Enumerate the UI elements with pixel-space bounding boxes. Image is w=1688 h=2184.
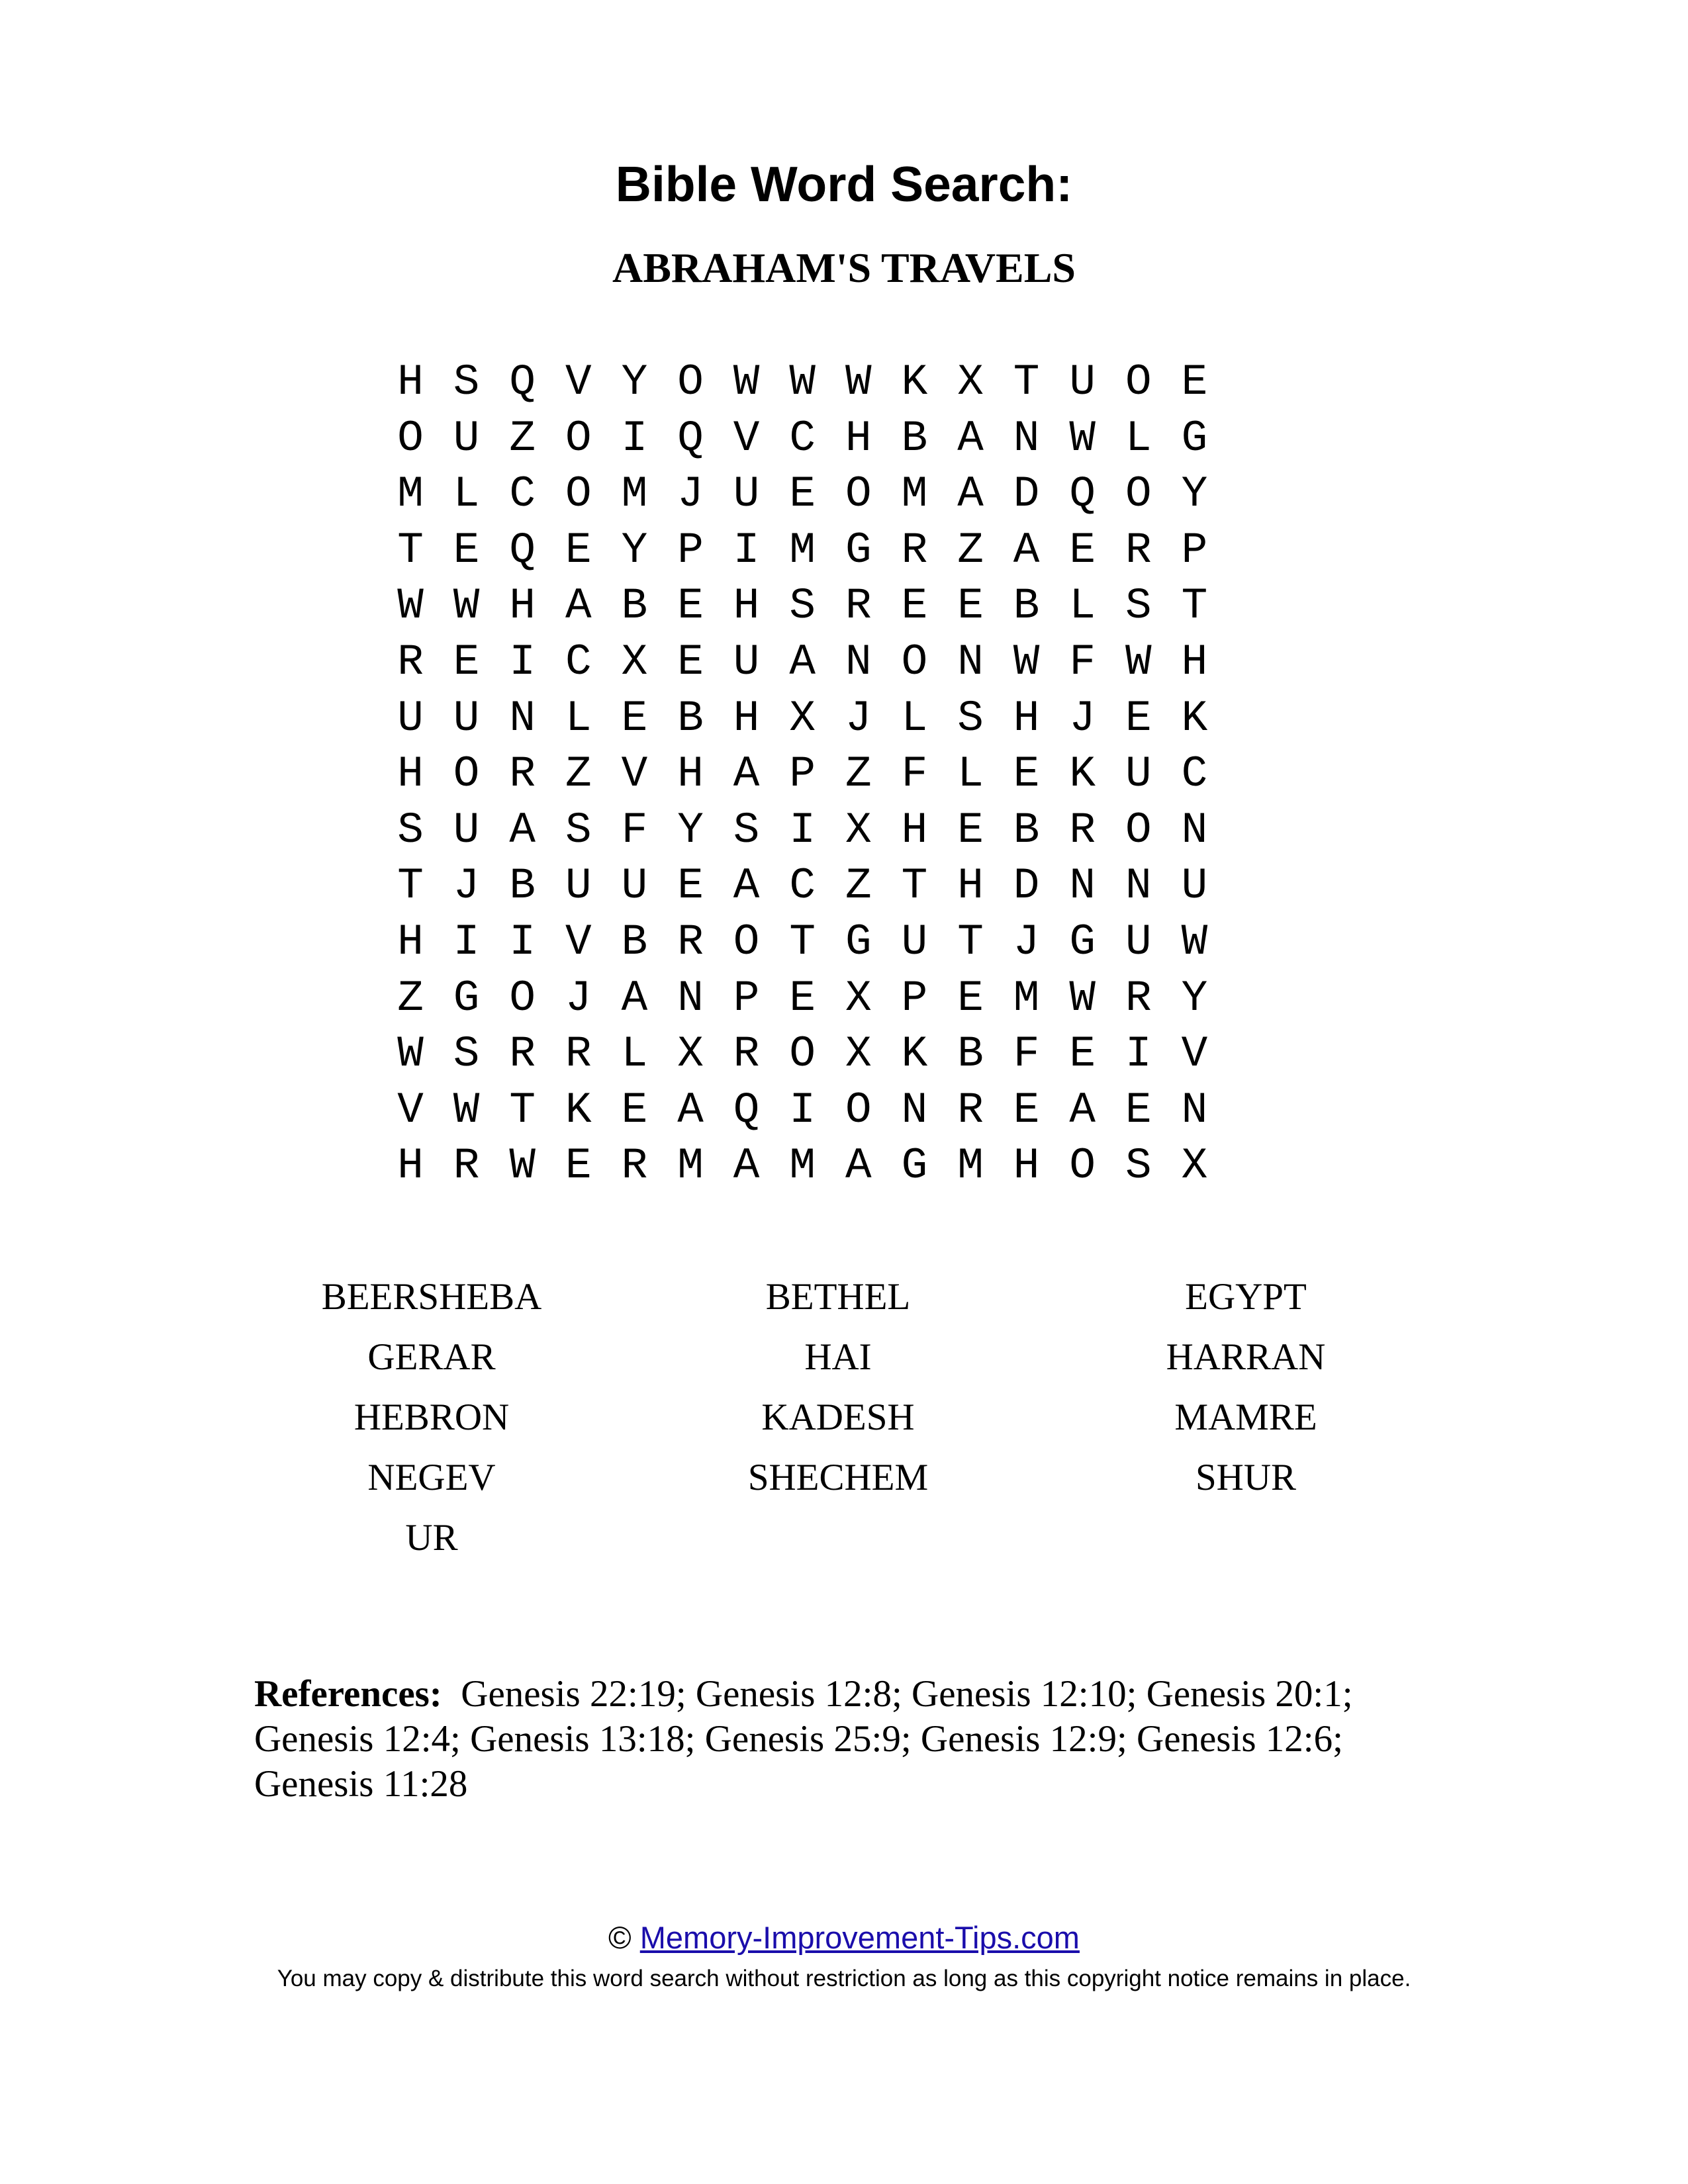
grid-letter: S bbox=[1125, 581, 1152, 631]
grid-letter: T bbox=[1013, 357, 1040, 407]
grid-letter: T bbox=[509, 1085, 536, 1135]
grid-letter: E bbox=[957, 805, 984, 855]
grid-letter: C bbox=[1181, 749, 1208, 799]
grid-letter: V bbox=[397, 1085, 424, 1135]
grid-letter: E bbox=[453, 525, 480, 575]
grid-letter: O bbox=[565, 469, 592, 520]
grid-letter: I bbox=[621, 413, 648, 463]
grid-letter: K bbox=[901, 357, 928, 407]
grid-letter: J bbox=[1013, 917, 1040, 967]
grid-letter: X bbox=[845, 1029, 872, 1079]
grid-letter: E bbox=[565, 525, 592, 575]
grid-letter: S bbox=[957, 693, 984, 743]
grid-letter: A bbox=[733, 1141, 760, 1191]
grid-letter: A bbox=[565, 581, 592, 631]
grid-letter: T bbox=[789, 917, 816, 967]
grid-letter: E bbox=[1125, 693, 1152, 743]
grid-letter: K bbox=[1181, 693, 1208, 743]
grid-letter: E bbox=[1125, 1085, 1152, 1135]
grid-letter: R bbox=[453, 1141, 480, 1191]
grid-letter: H bbox=[845, 413, 872, 463]
grid-letter: J bbox=[453, 861, 480, 911]
copyright-symbol: © bbox=[608, 1920, 632, 1955]
grid-letter: M bbox=[789, 1141, 816, 1191]
grid-letter: C bbox=[565, 637, 592, 687]
grid-letter: M bbox=[957, 1141, 984, 1191]
grid-letter: U bbox=[1125, 749, 1152, 799]
grid-letter: L bbox=[453, 469, 480, 520]
grid-letter: B bbox=[957, 1029, 984, 1079]
grid-letter: U bbox=[453, 693, 480, 743]
grid-letter: E bbox=[901, 581, 928, 631]
grid-letter: X bbox=[957, 357, 984, 407]
grid-letter: M bbox=[1013, 973, 1040, 1023]
grid-letter: G bbox=[845, 525, 872, 575]
grid-letter: L bbox=[957, 749, 984, 799]
grid-letter: W bbox=[1013, 637, 1040, 687]
grid-letter: I bbox=[733, 525, 760, 575]
grid-letter: K bbox=[1069, 749, 1096, 799]
grid-letter: V bbox=[1181, 1029, 1208, 1079]
copyright-notice: You may copy & distribute this word search without restriction as long as this copyright notice remains in place. bbox=[277, 1966, 1411, 1991]
grid-letter: U bbox=[1125, 917, 1152, 967]
grid-letter: N bbox=[677, 973, 704, 1023]
grid-letter: H bbox=[677, 749, 704, 799]
grid-letter: E bbox=[677, 581, 704, 631]
grid-letter: G bbox=[1069, 917, 1096, 967]
grid-letter: Z bbox=[845, 861, 872, 911]
grid-letter: N bbox=[1181, 1085, 1208, 1135]
grid-letter: I bbox=[509, 637, 536, 687]
grid-letter: N bbox=[1013, 413, 1040, 463]
grid-letter: B bbox=[1013, 805, 1040, 855]
references bbox=[254, 1672, 1459, 1807]
grid-letter: H bbox=[957, 861, 984, 911]
grid-letter: J bbox=[1069, 693, 1096, 743]
grid-letter: H bbox=[397, 749, 424, 799]
grid-letter: F bbox=[1013, 1029, 1040, 1079]
grid-letter: V bbox=[733, 413, 760, 463]
grid-letter: E bbox=[789, 973, 816, 1023]
grid-letter: S bbox=[565, 805, 592, 855]
grid-letter: I bbox=[789, 805, 816, 855]
grid-letter: R bbox=[957, 1085, 984, 1135]
grid-letter: B bbox=[1013, 581, 1040, 631]
grid-letter: L bbox=[1069, 581, 1096, 631]
grid-letter: E bbox=[1069, 525, 1096, 575]
grid-letter: A bbox=[621, 973, 648, 1023]
grid-letter: Y bbox=[621, 357, 648, 407]
grid-letter: S bbox=[733, 805, 760, 855]
word-list-item: SHECHEM bbox=[747, 1457, 929, 1498]
grid-letter: W bbox=[397, 1029, 424, 1079]
grid-letter: O bbox=[789, 1029, 816, 1079]
grid-letter: H bbox=[733, 581, 760, 631]
grid-letter: H bbox=[397, 357, 424, 407]
grid-letter: N bbox=[509, 693, 536, 743]
grid-letter: G bbox=[453, 973, 480, 1023]
grid-letter: J bbox=[845, 693, 872, 743]
grid-letter: H bbox=[901, 805, 928, 855]
grid-letter: E bbox=[621, 693, 648, 743]
grid-letter: U bbox=[453, 413, 480, 463]
grid-letter: W bbox=[509, 1141, 536, 1191]
grid-letter: S bbox=[453, 1029, 480, 1079]
grid-letter: W bbox=[1125, 637, 1152, 687]
grid-letter: C bbox=[789, 413, 816, 463]
grid-letter: G bbox=[1181, 413, 1208, 463]
grid-letter: A bbox=[677, 1085, 704, 1135]
grid-letter: X bbox=[845, 973, 872, 1023]
grid-letter: E bbox=[957, 581, 984, 631]
grid-letter: Q bbox=[509, 525, 536, 575]
grid-letter: T bbox=[1181, 581, 1208, 631]
grid-letter: P bbox=[901, 973, 928, 1023]
grid-letter: I bbox=[453, 917, 480, 967]
grid-letter: Q bbox=[677, 413, 704, 463]
grid-letter: N bbox=[957, 637, 984, 687]
grid-letter: Z bbox=[845, 749, 872, 799]
grid-letter: O bbox=[1125, 469, 1152, 520]
grid-letter: D bbox=[1013, 469, 1040, 520]
grid-letter: O bbox=[733, 917, 760, 967]
grid-letter: V bbox=[565, 917, 592, 967]
grid-letter: R bbox=[565, 1029, 592, 1079]
grid-letter: Q bbox=[509, 357, 536, 407]
grid-letter: R bbox=[397, 637, 424, 687]
grid-letter: U bbox=[1069, 357, 1096, 407]
grid-letter: L bbox=[901, 693, 928, 743]
grid-letter: N bbox=[845, 637, 872, 687]
grid-letter: E bbox=[565, 1141, 592, 1191]
grid-letter: U bbox=[733, 637, 760, 687]
grid-letter: E bbox=[677, 637, 704, 687]
page-title: Bible Word Search: bbox=[615, 156, 1073, 212]
grid-letter: U bbox=[453, 805, 480, 855]
word-list-item: HARRAN bbox=[1166, 1336, 1326, 1378]
grid-letter: R bbox=[901, 525, 928, 575]
grid-letter: Y bbox=[1181, 469, 1208, 520]
word-list bbox=[0, 1271, 1688, 1575]
word-list-item: GERAR bbox=[367, 1336, 496, 1378]
grid-letter: E bbox=[677, 861, 704, 911]
grid-letter: R bbox=[1125, 973, 1152, 1023]
grid-letter: A bbox=[845, 1141, 872, 1191]
grid-letter: X bbox=[677, 1029, 704, 1079]
grid-letter: E bbox=[1181, 357, 1208, 407]
grid-letter: O bbox=[453, 749, 480, 799]
grid-letter: I bbox=[1125, 1029, 1152, 1079]
grid-letter: A bbox=[1013, 525, 1040, 575]
grid-letter: X bbox=[621, 637, 648, 687]
grid-letter: O bbox=[1069, 1141, 1096, 1191]
grid-letter: E bbox=[453, 637, 480, 687]
grid-letter: A bbox=[733, 861, 760, 911]
grid-letter: H bbox=[397, 1141, 424, 1191]
word-list-item: UR bbox=[405, 1517, 458, 1559]
grid-letter: E bbox=[789, 469, 816, 520]
word-list-item: KADESH bbox=[761, 1396, 915, 1438]
grid-letter: O bbox=[1125, 357, 1152, 407]
grid-letter: N bbox=[1069, 861, 1096, 911]
grid-letter: P bbox=[789, 749, 816, 799]
grid-letter: R bbox=[621, 1141, 648, 1191]
grid-letter: O bbox=[845, 1085, 872, 1135]
grid-letter: O bbox=[901, 637, 928, 687]
grid-letter: U bbox=[1181, 861, 1208, 911]
references-label: References: bbox=[254, 1673, 442, 1715]
grid-letter: Y bbox=[677, 805, 704, 855]
grid-letter: R bbox=[733, 1029, 760, 1079]
grid-letter: P bbox=[677, 525, 704, 575]
grid-letter: T bbox=[957, 917, 984, 967]
grid-letter: H bbox=[733, 693, 760, 743]
grid-letter: K bbox=[901, 1029, 928, 1079]
grid-letter: X bbox=[845, 805, 872, 855]
grid-letter: L bbox=[621, 1029, 648, 1079]
word-list-item: HAI bbox=[804, 1336, 872, 1378]
grid-letter: C bbox=[509, 469, 536, 520]
grid-letter: Z bbox=[957, 525, 984, 575]
word-list-item: MAMRE bbox=[1174, 1396, 1317, 1438]
letter-grid bbox=[391, 355, 1271, 1202]
grid-letter: B bbox=[621, 581, 648, 631]
grid-letter: X bbox=[789, 693, 816, 743]
grid-letter: F bbox=[1069, 637, 1096, 687]
grid-letter: W bbox=[453, 581, 480, 631]
grid-letter: V bbox=[621, 749, 648, 799]
grid-letter: S bbox=[453, 357, 480, 407]
grid-letter: Y bbox=[1181, 973, 1208, 1023]
grid-letter: L bbox=[1125, 413, 1152, 463]
grid-letter: B bbox=[509, 861, 536, 911]
grid-letter: J bbox=[565, 973, 592, 1023]
grid-letter: W bbox=[1069, 413, 1096, 463]
grid-letter: O bbox=[397, 413, 424, 463]
grid-letter: X bbox=[1181, 1141, 1208, 1191]
grid-letter: G bbox=[845, 917, 872, 967]
grid-letter: O bbox=[509, 973, 536, 1023]
grid-letter: D bbox=[1013, 861, 1040, 911]
puzzle-subtitle: ABRAHAM'S TRAVELS bbox=[612, 244, 1076, 291]
grid-letter: Z bbox=[397, 973, 424, 1023]
grid-letter: Q bbox=[1069, 469, 1096, 520]
grid-letter: C bbox=[789, 861, 816, 911]
grid-letter: M bbox=[677, 1141, 704, 1191]
grid-letter: E bbox=[1013, 1085, 1040, 1135]
grid-letter: U bbox=[901, 917, 928, 967]
grid-letter: R bbox=[1069, 805, 1096, 855]
grid-letter: R bbox=[509, 1029, 536, 1079]
grid-letter: F bbox=[901, 749, 928, 799]
grid-letter: S bbox=[789, 581, 816, 631]
grid-letter: H bbox=[1181, 637, 1208, 687]
grid-letter: S bbox=[1125, 1141, 1152, 1191]
grid-letter: K bbox=[565, 1085, 592, 1135]
grid-letter: B bbox=[901, 413, 928, 463]
grid-letter: I bbox=[789, 1085, 816, 1135]
word-list-item: EGYPT bbox=[1185, 1276, 1307, 1318]
grid-letter: O bbox=[845, 469, 872, 520]
grid-letter: R bbox=[509, 749, 536, 799]
grid-letter: P bbox=[733, 973, 760, 1023]
word-list-item: SHUR bbox=[1195, 1457, 1297, 1498]
grid-letter: O bbox=[677, 357, 704, 407]
grid-letter: W bbox=[845, 357, 872, 407]
word-list-item: BEERSHEBA bbox=[321, 1276, 542, 1318]
grid-letter: Z bbox=[565, 749, 592, 799]
grid-letter: A bbox=[789, 637, 816, 687]
grid-letter: A bbox=[1069, 1085, 1096, 1135]
grid-letter: B bbox=[621, 917, 648, 967]
grid-letter: H bbox=[397, 917, 424, 967]
grid-letter: H bbox=[509, 581, 536, 631]
grid-letter: A bbox=[733, 749, 760, 799]
word-list-item: HEBRON bbox=[353, 1396, 510, 1438]
grid-letter: E bbox=[957, 973, 984, 1023]
word-list-item: NEGEV bbox=[367, 1457, 496, 1498]
grid-letter: E bbox=[1069, 1029, 1096, 1079]
grid-letter: Y bbox=[621, 525, 648, 575]
grid-letter: M bbox=[397, 469, 424, 520]
grid-letter: L bbox=[565, 693, 592, 743]
grid-letter: J bbox=[677, 469, 704, 520]
grid-letter: T bbox=[901, 861, 928, 911]
grid-letter: A bbox=[957, 413, 984, 463]
references-text: Genesis 22:19; Genesis 12:8; Genesis 12:10; Genesis 20:1; Genesis 12:4; Genesis 13:18; Genesis 25:9; Genesis 12:9; Genesis 12:6; Genesis 11:28 bbox=[254, 1673, 1353, 1805]
grid-letter: N bbox=[1125, 861, 1152, 911]
grid-letter: R bbox=[677, 917, 704, 967]
grid-letter: P bbox=[1181, 525, 1208, 575]
grid-letter: B bbox=[677, 693, 704, 743]
grid-letter: W bbox=[1069, 973, 1096, 1023]
grid-letter: W bbox=[453, 1085, 480, 1135]
grid-letter: N bbox=[1181, 805, 1208, 855]
grid-letter: W bbox=[1181, 917, 1208, 967]
grid-letter: A bbox=[957, 469, 984, 520]
grid-letter: G bbox=[901, 1141, 928, 1191]
site-link[interactable]: Memory-Improvement-Tips.com bbox=[639, 1920, 1080, 1955]
grid-letter: U bbox=[565, 861, 592, 911]
grid-letter: R bbox=[1125, 525, 1152, 575]
grid-letter: O bbox=[565, 413, 592, 463]
grid-letter: E bbox=[1013, 749, 1040, 799]
grid-letter: U bbox=[733, 469, 760, 520]
grid-letter: Z bbox=[509, 413, 536, 463]
grid-letter: A bbox=[509, 805, 536, 855]
grid-letter: H bbox=[1013, 1141, 1040, 1191]
grid-letter: M bbox=[621, 469, 648, 520]
grid-letter: O bbox=[1125, 805, 1152, 855]
grid-letter: E bbox=[621, 1085, 648, 1135]
grid-letter: U bbox=[397, 693, 424, 743]
grid-letter: S bbox=[397, 805, 424, 855]
copyright-line bbox=[0, 1917, 1688, 1959]
grid-letter: I bbox=[509, 917, 536, 967]
grid-letter: N bbox=[901, 1085, 928, 1135]
grid-letter: F bbox=[621, 805, 648, 855]
grid-letter: M bbox=[789, 525, 816, 575]
grid-letter: W bbox=[397, 581, 424, 631]
grid-letter: U bbox=[621, 861, 648, 911]
grid-letter: T bbox=[397, 861, 424, 911]
grid-letter: Q bbox=[733, 1085, 760, 1135]
grid-letter: W bbox=[733, 357, 760, 407]
word-list-item: BETHEL bbox=[765, 1276, 911, 1318]
grid-letter: M bbox=[901, 469, 928, 520]
grid-letter: H bbox=[1013, 693, 1040, 743]
grid-letter: W bbox=[789, 357, 816, 407]
grid-letter: R bbox=[845, 581, 872, 631]
grid-letter: V bbox=[565, 357, 592, 407]
grid-letter: T bbox=[397, 525, 424, 575]
